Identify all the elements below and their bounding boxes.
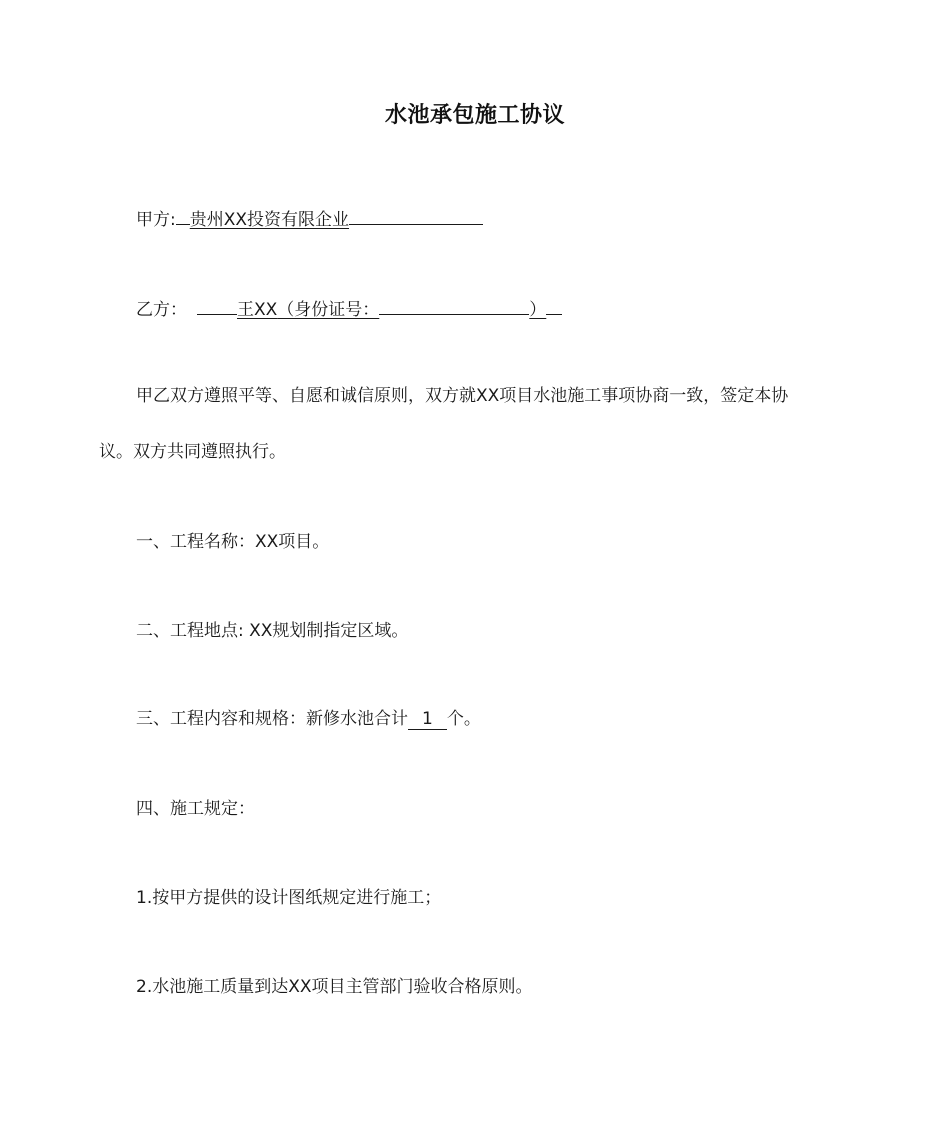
- party-b-id-blank: [379, 296, 529, 315]
- pool-count: 1: [408, 709, 447, 730]
- intro-line-2: 议。双方共同遵照执行。: [99, 442, 286, 462]
- clause-project-location: 二、工程地点: XX规划制指定区域。: [136, 621, 409, 641]
- party-a-line: [136, 206, 483, 232]
- party-a-blank-lead: [176, 206, 190, 225]
- party-a-blank-tail: [349, 206, 483, 225]
- content-prefix: 三、工程内容和规格：新修水池合计: [136, 709, 408, 729]
- clause-project-name: 一、工程名称：XX项目。: [136, 532, 330, 552]
- clause-project-content: [136, 707, 481, 731]
- rule-item-2: 2.水池施工质量到达XX项目主管部门验收合格原则。: [136, 977, 533, 997]
- document-title: 水池承包施工协议: [384, 103, 565, 128]
- party-b-id-suffix: ）: [529, 300, 547, 320]
- content-suffix: 个。: [446, 709, 481, 729]
- party-b-id-prefix: （身份证号：: [277, 300, 380, 320]
- clause-rules-heading: 四、施工规定：: [136, 799, 255, 819]
- intro-line-1: 甲乙双方遵照平等、自愿和诚信原则，双方就XX项目水池施工事项协商一致，签定本协: [136, 386, 789, 406]
- party-b-blank-lead: [197, 296, 237, 315]
- party-a-value: 贵州XX投资有限企业: [189, 210, 350, 230]
- party-b-label: 乙方：: [136, 300, 187, 320]
- party-a-label: 甲方:: [136, 210, 176, 230]
- party-b-line: [136, 296, 562, 322]
- party-b-blank-tail: [546, 296, 562, 315]
- rule-item-1: 1.按甲方提供的设计图纸规定进行施工；: [136, 888, 442, 908]
- party-b-name: 王XX: [237, 300, 278, 320]
